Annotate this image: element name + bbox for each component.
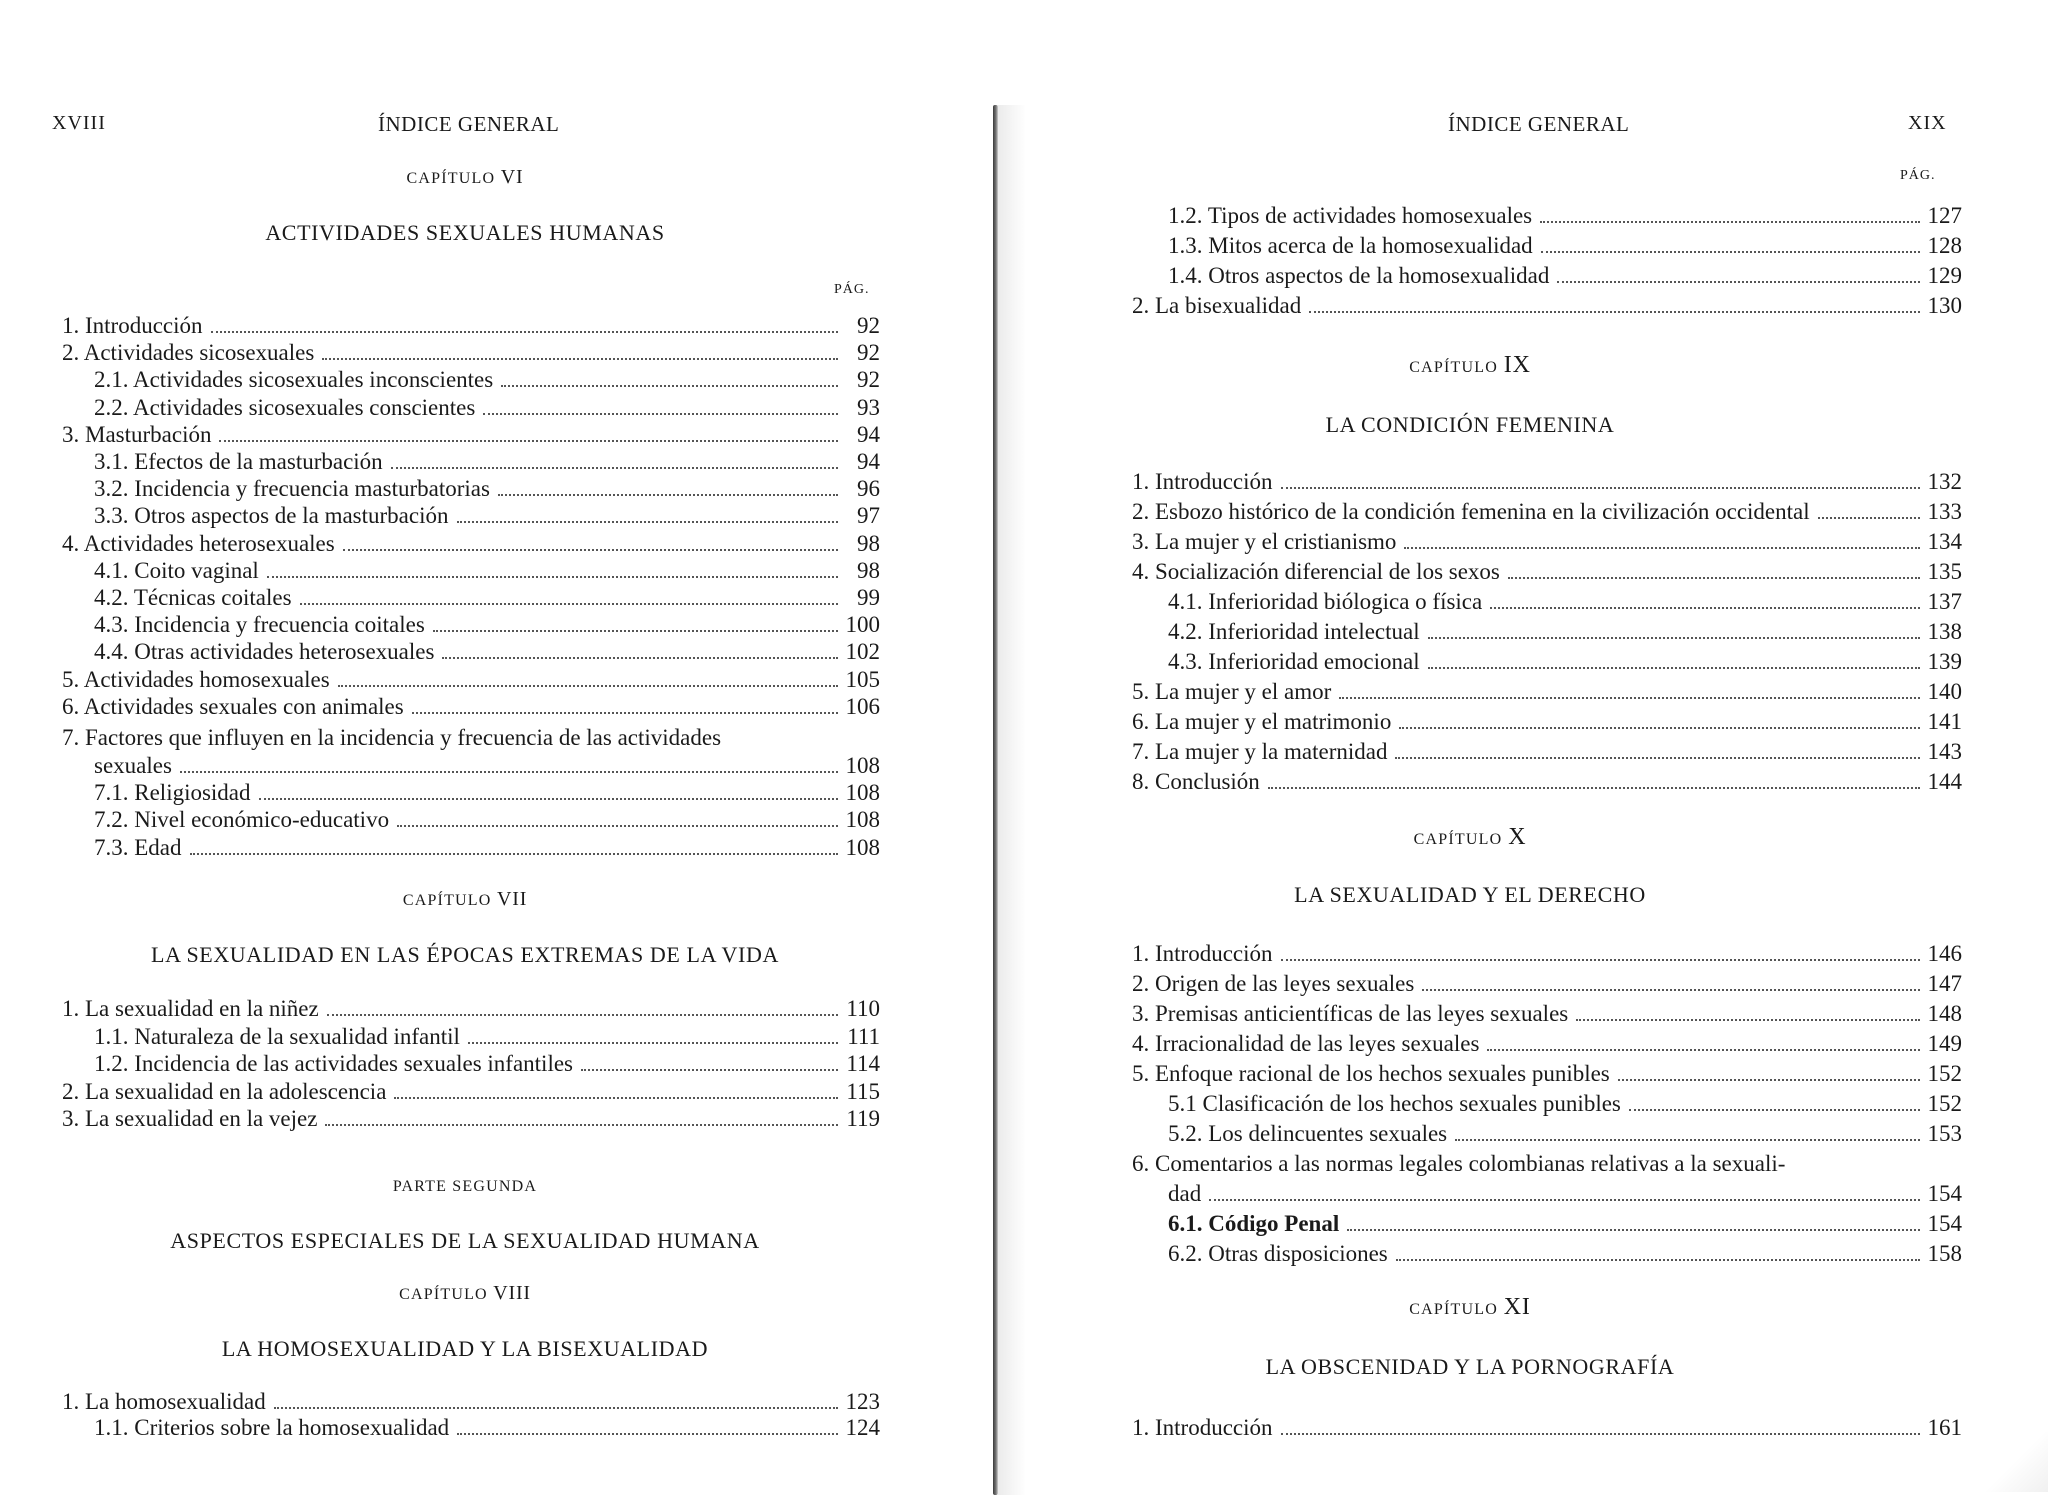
running-head-left: ÍNDICE GENERAL (378, 112, 560, 136)
dot-leader (259, 796, 838, 800)
toc-entry-page: 143 (1927, 739, 1962, 764)
toc-entry-page: 92 (857, 313, 880, 338)
dot-leader (1557, 279, 1919, 283)
chapter-label: CAPÍTULO (399, 1286, 488, 1303)
toc-entry-page: 97 (857, 503, 880, 529)
left-page (0, 0, 995, 1492)
toc-entry-title: 2. Origen de las leyes sexuales (1132, 971, 1415, 996)
toc-entry (1168, 1180, 1962, 1208)
dot-leader (1339, 695, 1919, 699)
toc-entry-title: 7.3. Edad (94, 834, 182, 860)
dot-leader (343, 547, 838, 551)
toc-entry-page: 135 (1927, 559, 1962, 584)
dot-leader (1281, 957, 1920, 961)
toc-entry-title: 5. La mujer y el amor (1132, 679, 1332, 704)
toc-entry (94, 611, 880, 639)
toc-entry-title: 4.4. Otras actividades heterosexuales (94, 639, 435, 665)
toc-entry-title: 6.2. Otras disposiciones (1168, 1241, 1388, 1266)
toc-entry-title: 2.1. Actividades sicosexuales inconscientes (94, 367, 494, 393)
dot-leader (180, 769, 838, 773)
toc-entry (94, 557, 880, 585)
toc-entry (1168, 1090, 1962, 1118)
toc-entry-title: 4. Actividades heterosexuales (62, 530, 335, 556)
toc-entry-title: 7.2. Nivel económico-educativo (94, 807, 390, 833)
toc-entry-title: 2. Esbozo histórico de la condición femenina en la civilización occidental (1132, 499, 1810, 524)
toc-entry-title: 5.1 Clasificación de los hechos sexuales punibles (1168, 1091, 1621, 1116)
chapter-number: XI (1503, 1294, 1531, 1320)
chapter-number: VIII (493, 1282, 531, 1304)
toc-entry-title: 3. La sexualidad en la vejez (62, 1106, 318, 1131)
toc-entry-page: 154 (1927, 1181, 1962, 1206)
toc-entry (1132, 1414, 1962, 1442)
chapter-label: CAPÍTULO (1409, 1301, 1498, 1318)
toc-entry-page: 146 (1927, 941, 1962, 966)
toc-entry (94, 475, 880, 503)
toc-entry-title: 4.1. Inferioridad biólogica o física (1168, 589, 1483, 614)
dot-leader (1576, 1017, 1919, 1021)
toc-entry-page: 119 (846, 1106, 880, 1131)
toc-entry-page: 111 (847, 1023, 880, 1049)
toc-entry (1132, 1060, 1962, 1088)
toc-entry-page: 147 (1927, 971, 1962, 996)
toc-entry (1132, 292, 1962, 320)
toc-entry-title: 3.2. Incidencia y frecuencia masturbatorias (94, 476, 490, 502)
running-head-right: ÍNDICE GENERAL (1448, 112, 1630, 136)
part-2-title: ASPECTOS ESPECIALES DE LA SEXUALIDAD HUMANA (170, 1228, 760, 1253)
toc-entry (62, 1388, 880, 1416)
toc-entry-page: 108 (845, 807, 880, 833)
toc-entry-title: 1. Introducción (62, 313, 203, 338)
dot-leader (1395, 755, 1919, 759)
toc-entry-page: 139 (1927, 649, 1962, 674)
dot-leader (412, 710, 838, 714)
toc-entry-page: 158 (1927, 1241, 1962, 1266)
toc-entry-page: 102 (845, 639, 880, 665)
toc-entry (62, 421, 880, 449)
toc-entry-page: 124 (845, 1415, 880, 1440)
chapter-number: X (1508, 824, 1527, 850)
toc-entry (62, 312, 880, 340)
toc-entry-page: 114 (846, 1051, 880, 1076)
dot-leader (322, 356, 838, 360)
toc-entry (62, 995, 880, 1023)
entry-7-line-1: 7. Factores que influyen en la incidencia y frecuencia de las actividades (62, 725, 722, 750)
toc-entry (94, 1414, 880, 1442)
toc-entry-page: 123 (845, 1389, 880, 1414)
toc-entry-title: sexuales (94, 753, 172, 778)
toc-entry (1168, 1120, 1962, 1148)
toc-entry (1168, 1240, 1962, 1268)
pag-label-left: PÁG. (834, 282, 870, 297)
page-number-left: XVIII (52, 112, 106, 134)
dot-leader (391, 465, 838, 469)
toc-entry-page: 152 (1927, 1061, 1962, 1086)
chapter-10-title: LA SEXUALIDAD Y EL DERECHO (1294, 882, 1646, 907)
toc-entry (1168, 588, 1962, 616)
dot-leader (1309, 309, 1919, 313)
toc-entry-title: 4.3. Incidencia y frecuencia coitales (94, 612, 425, 638)
toc-entry (94, 502, 880, 530)
toc-entry (1132, 738, 1962, 766)
chapter-number: VI (500, 166, 524, 188)
toc-entry (1132, 678, 1962, 706)
toc-entry-title: 2.2. Actividades sicosexuales conscientes (94, 394, 476, 420)
dot-leader (1422, 987, 1919, 991)
dot-leader (1508, 575, 1920, 579)
toc-entry-title: 1.2. Incidencia de las actividades sexuales infantiles (94, 1051, 573, 1076)
dot-leader (1629, 1107, 1920, 1111)
chapter-label: CAPÍTULO (1409, 359, 1498, 376)
toc-entry-page: 137 (1927, 589, 1962, 614)
page-number-right: XIX (1908, 112, 1947, 134)
toc-entry-page: 92 (857, 340, 880, 366)
toc-entry (94, 638, 880, 666)
toc-entry (94, 394, 880, 422)
dot-leader (433, 628, 838, 632)
dot-leader (501, 383, 838, 387)
toc-entry (94, 806, 880, 834)
toc-entry-page: 154 (1927, 1211, 1962, 1236)
chapter-7-heading (0, 888, 930, 911)
toc-entry-title: 3. La mujer y el cristianismo (1132, 529, 1397, 554)
toc-entry-page: 148 (1927, 1001, 1962, 1026)
toc-entry-title: 4.2. Inferioridad intelectual (1168, 619, 1420, 644)
dot-leader (457, 1431, 837, 1435)
chapter-6-title: ACTIVIDADES SEXUALES HUMANAS (265, 220, 665, 245)
dot-leader (1399, 725, 1919, 729)
toc-entry-title: 1.2. Tipos de actividades homosexuales (1168, 203, 1533, 228)
toc-entry-page: 110 (846, 996, 880, 1021)
toc-entry-title: 6.1. Código Penal (1168, 1211, 1340, 1236)
toc-entry (94, 834, 880, 862)
toc-entry-title: 1. Introducción (1132, 469, 1273, 494)
toc-entry-page: 132 (1927, 469, 1962, 494)
toc-entry (1168, 648, 1962, 676)
toc-entry-page: 108 (845, 834, 880, 860)
dot-leader (442, 655, 837, 659)
pag-label-right: PÁG. (1900, 168, 1936, 183)
toc-entry-title: 1.1. Criterios sobre la homosexualidad (94, 1415, 450, 1440)
toc-entry-page: 161 (1927, 1415, 1962, 1440)
toc-entry-page: 138 (1927, 619, 1962, 644)
toc-entry-title: 3.3. Otros aspectos de la masturbación (94, 503, 449, 529)
toc-entry-title: 3. Masturbación (62, 421, 212, 447)
toc-entry (62, 666, 880, 694)
toc-entry-title: 3. Premisas anticientíficas de las leyes sexuales (1132, 1001, 1569, 1026)
toc-entry-title: 2. Actividades sicosexuales (62, 340, 315, 366)
toc-entry-title: 1.3. Mitos acerca de la homosexualidad (1168, 233, 1533, 258)
dot-leader (211, 329, 838, 333)
chapter-8-title: LA HOMOSEXUALIDAD Y LA BISEXUALIDAD (221, 1336, 709, 1361)
chapter-9-title: LA CONDICIÓN FEMENINA (1325, 412, 1615, 437)
dot-leader (581, 1067, 838, 1071)
chapter-11-title: LA OBSCENIDAD Y LA PORNOGRAFÍA (1265, 1354, 1675, 1379)
toc-entry-page: 153 (1927, 1121, 1962, 1146)
dot-leader (1490, 605, 1919, 609)
toc-entry-title: 5.2. Los delincuentes sexuales (1168, 1121, 1448, 1146)
toc-entry (94, 1050, 880, 1078)
toc-entry (1132, 768, 1962, 796)
toc-entry-title: 1. La sexualidad en la niñez (62, 996, 319, 1021)
chapter-6-heading (0, 166, 930, 189)
toc-entry (62, 1105, 880, 1133)
dot-leader (1540, 219, 1919, 223)
toc-entry-title: 6. Actividades sexuales con animales (62, 693, 404, 719)
toc-entry (1132, 1000, 1962, 1028)
toc-entry (94, 752, 880, 780)
toc-entry-title: 5. Enfoque racional de los hechos sexuales punibles (1132, 1061, 1610, 1086)
toc-entry-page: 94 (857, 449, 880, 474)
right-page (1000, 0, 2048, 1492)
toc-entry (94, 1023, 880, 1051)
toc-entry (94, 448, 880, 476)
toc-entry (1168, 618, 1962, 646)
toc-entry (1168, 1210, 1962, 1238)
toc-entry (62, 693, 880, 721)
dot-leader (1428, 635, 1920, 639)
toc-entry (62, 1078, 880, 1106)
toc-entry-page: 93 (857, 394, 880, 420)
toc-entry-page: 108 (845, 753, 880, 778)
chapter-8-heading (0, 1282, 930, 1305)
dot-leader (1541, 249, 1920, 253)
toc-entry-title: 3.1. Efectos de la masturbación (94, 449, 383, 474)
toc-entry (1132, 468, 1962, 496)
page-corner-shade (1978, 1432, 2048, 1492)
toc-entry-page: 92 (857, 367, 880, 393)
dot-leader (1818, 515, 1920, 519)
toc-entry-title: 1. La homosexualidad (62, 1389, 266, 1414)
toc-entry (62, 530, 880, 558)
toc-entry-title: 1. Introducción (1132, 941, 1273, 966)
toc-entry-title: 4.3. Inferioridad emocional (1168, 649, 1420, 674)
toc-entry-title: 7.1. Religiosidad (94, 780, 251, 806)
chapter-11-heading (1000, 1294, 1940, 1321)
toc-entry-page: 149 (1927, 1031, 1962, 1056)
toc-entry-title: dad (1168, 1181, 1202, 1206)
toc-entry (1168, 202, 1962, 230)
toc-entry-page: 98 (857, 557, 880, 583)
dot-leader (325, 1122, 838, 1126)
chapter-10-heading (1000, 824, 1940, 851)
dot-leader (267, 574, 838, 578)
dot-leader (1618, 1077, 1920, 1081)
toc-entry (1132, 970, 1962, 998)
toc-entry-page: 134 (1927, 529, 1962, 554)
toc-entry-title: 4. Socialización diferencial de los sexos (1132, 559, 1500, 584)
dot-leader (457, 519, 839, 523)
toc-entry-title: 5. Actividades homosexuales (62, 666, 330, 692)
dot-leader (327, 1012, 838, 1016)
toc-entry (1132, 1030, 1962, 1058)
entry-6-line-1: 6. Comentarios a las normas legales colombianas relativas a la sexuali- (1132, 1151, 1786, 1176)
toc-entry-page: 106 (845, 693, 880, 719)
chapter-label: CAPÍTULO (402, 892, 492, 909)
toc-entry-page: 130 (1927, 293, 1962, 318)
toc-entry (1132, 498, 1962, 526)
dot-leader (190, 851, 838, 855)
dot-leader (1487, 1047, 1919, 1051)
toc-entry (1132, 708, 1962, 736)
dot-leader (1455, 1137, 1919, 1141)
toc-entry (94, 779, 880, 807)
dot-leader (300, 601, 838, 605)
toc-entry-page: 115 (846, 1078, 880, 1104)
part-label: PARTE SEGUNDA (392, 1178, 538, 1195)
toc-entry (1168, 232, 1962, 260)
dot-leader (1281, 485, 1920, 489)
dot-leader (1404, 545, 1919, 549)
toc-entry-page: 140 (1927, 679, 1962, 704)
toc-entry-title: 1.1. Naturaleza de la sexualidad infantil (94, 1023, 460, 1049)
toc-entry-page: 141 (1927, 709, 1962, 734)
dot-leader (338, 683, 838, 687)
part-2-label (0, 1174, 930, 1197)
toc-entry-title: 2. La sexualidad en la adolescencia (62, 1078, 387, 1104)
toc-entry-page: 144 (1927, 769, 1962, 794)
dot-leader (219, 438, 838, 442)
toc-entry-page: 105 (845, 666, 880, 692)
toc-entry-page: 100 (845, 612, 880, 638)
toc-entry-title: 4. Irracionalidad de las leyes sexuales (1132, 1031, 1480, 1056)
dot-leader (483, 411, 838, 415)
toc-entry-page: 152 (1927, 1091, 1962, 1116)
chapter-7-title: LA SEXUALIDAD EN LAS ÉPOCAS EXTREMAS DE LA VIDA (151, 942, 779, 967)
dot-leader (394, 1095, 838, 1099)
dot-leader (1281, 1431, 1920, 1435)
toc-entry-page: 127 (1927, 203, 1962, 228)
dot-leader (468, 1040, 838, 1044)
toc-entry-title: 4.1. Coito vaginal (94, 557, 259, 583)
dot-leader (397, 823, 837, 827)
chapter-number: IX (1503, 352, 1531, 378)
toc-entry (1132, 940, 1962, 968)
toc-entry-title: 2. La bisexualidad (1132, 293, 1302, 318)
toc-entry-title: 6. La mujer y el matrimonio (1132, 709, 1392, 734)
dot-leader (1268, 785, 1920, 789)
toc-entry (62, 339, 880, 367)
dot-leader (1428, 665, 1920, 669)
toc-entry-page: 108 (845, 780, 880, 806)
dot-leader (274, 1405, 838, 1409)
chapter-label: CAPÍTULO (1413, 831, 1503, 848)
toc-entry-title: 8. Conclusión (1132, 769, 1260, 794)
toc-entry (1168, 262, 1962, 290)
dot-leader (1396, 1257, 1920, 1261)
toc-entry (1132, 558, 1962, 586)
toc-entry-page: 128 (1927, 233, 1962, 258)
toc-entry-page: 96 (857, 476, 880, 502)
toc-entry-page: 133 (1927, 499, 1962, 524)
toc-entry (1132, 528, 1962, 556)
toc-entry-title: 4.2. Técnicas coitales (94, 585, 292, 610)
chapter-label: CAPÍTULO (406, 170, 496, 187)
toc-entry-page: 99 (857, 585, 880, 610)
toc-entry (94, 366, 880, 394)
toc-entry-title: 1. Introducción (1132, 1415, 1273, 1440)
dot-leader (1347, 1227, 1919, 1231)
toc-entry (94, 584, 880, 612)
toc-entry-title: 1.4. Otros aspectos de la homosexualidad (1168, 263, 1550, 288)
chapter-number: VII (497, 888, 528, 910)
toc-entry-page: 129 (1927, 263, 1962, 288)
toc-entry-title: 7. La mujer y la maternidad (1132, 739, 1388, 764)
toc-entry-page: 94 (857, 421, 880, 447)
toc-entry-page: 98 (857, 530, 880, 556)
dot-leader (498, 492, 838, 496)
chapter-9-heading (1000, 352, 1940, 379)
dot-leader (1209, 1197, 1919, 1201)
